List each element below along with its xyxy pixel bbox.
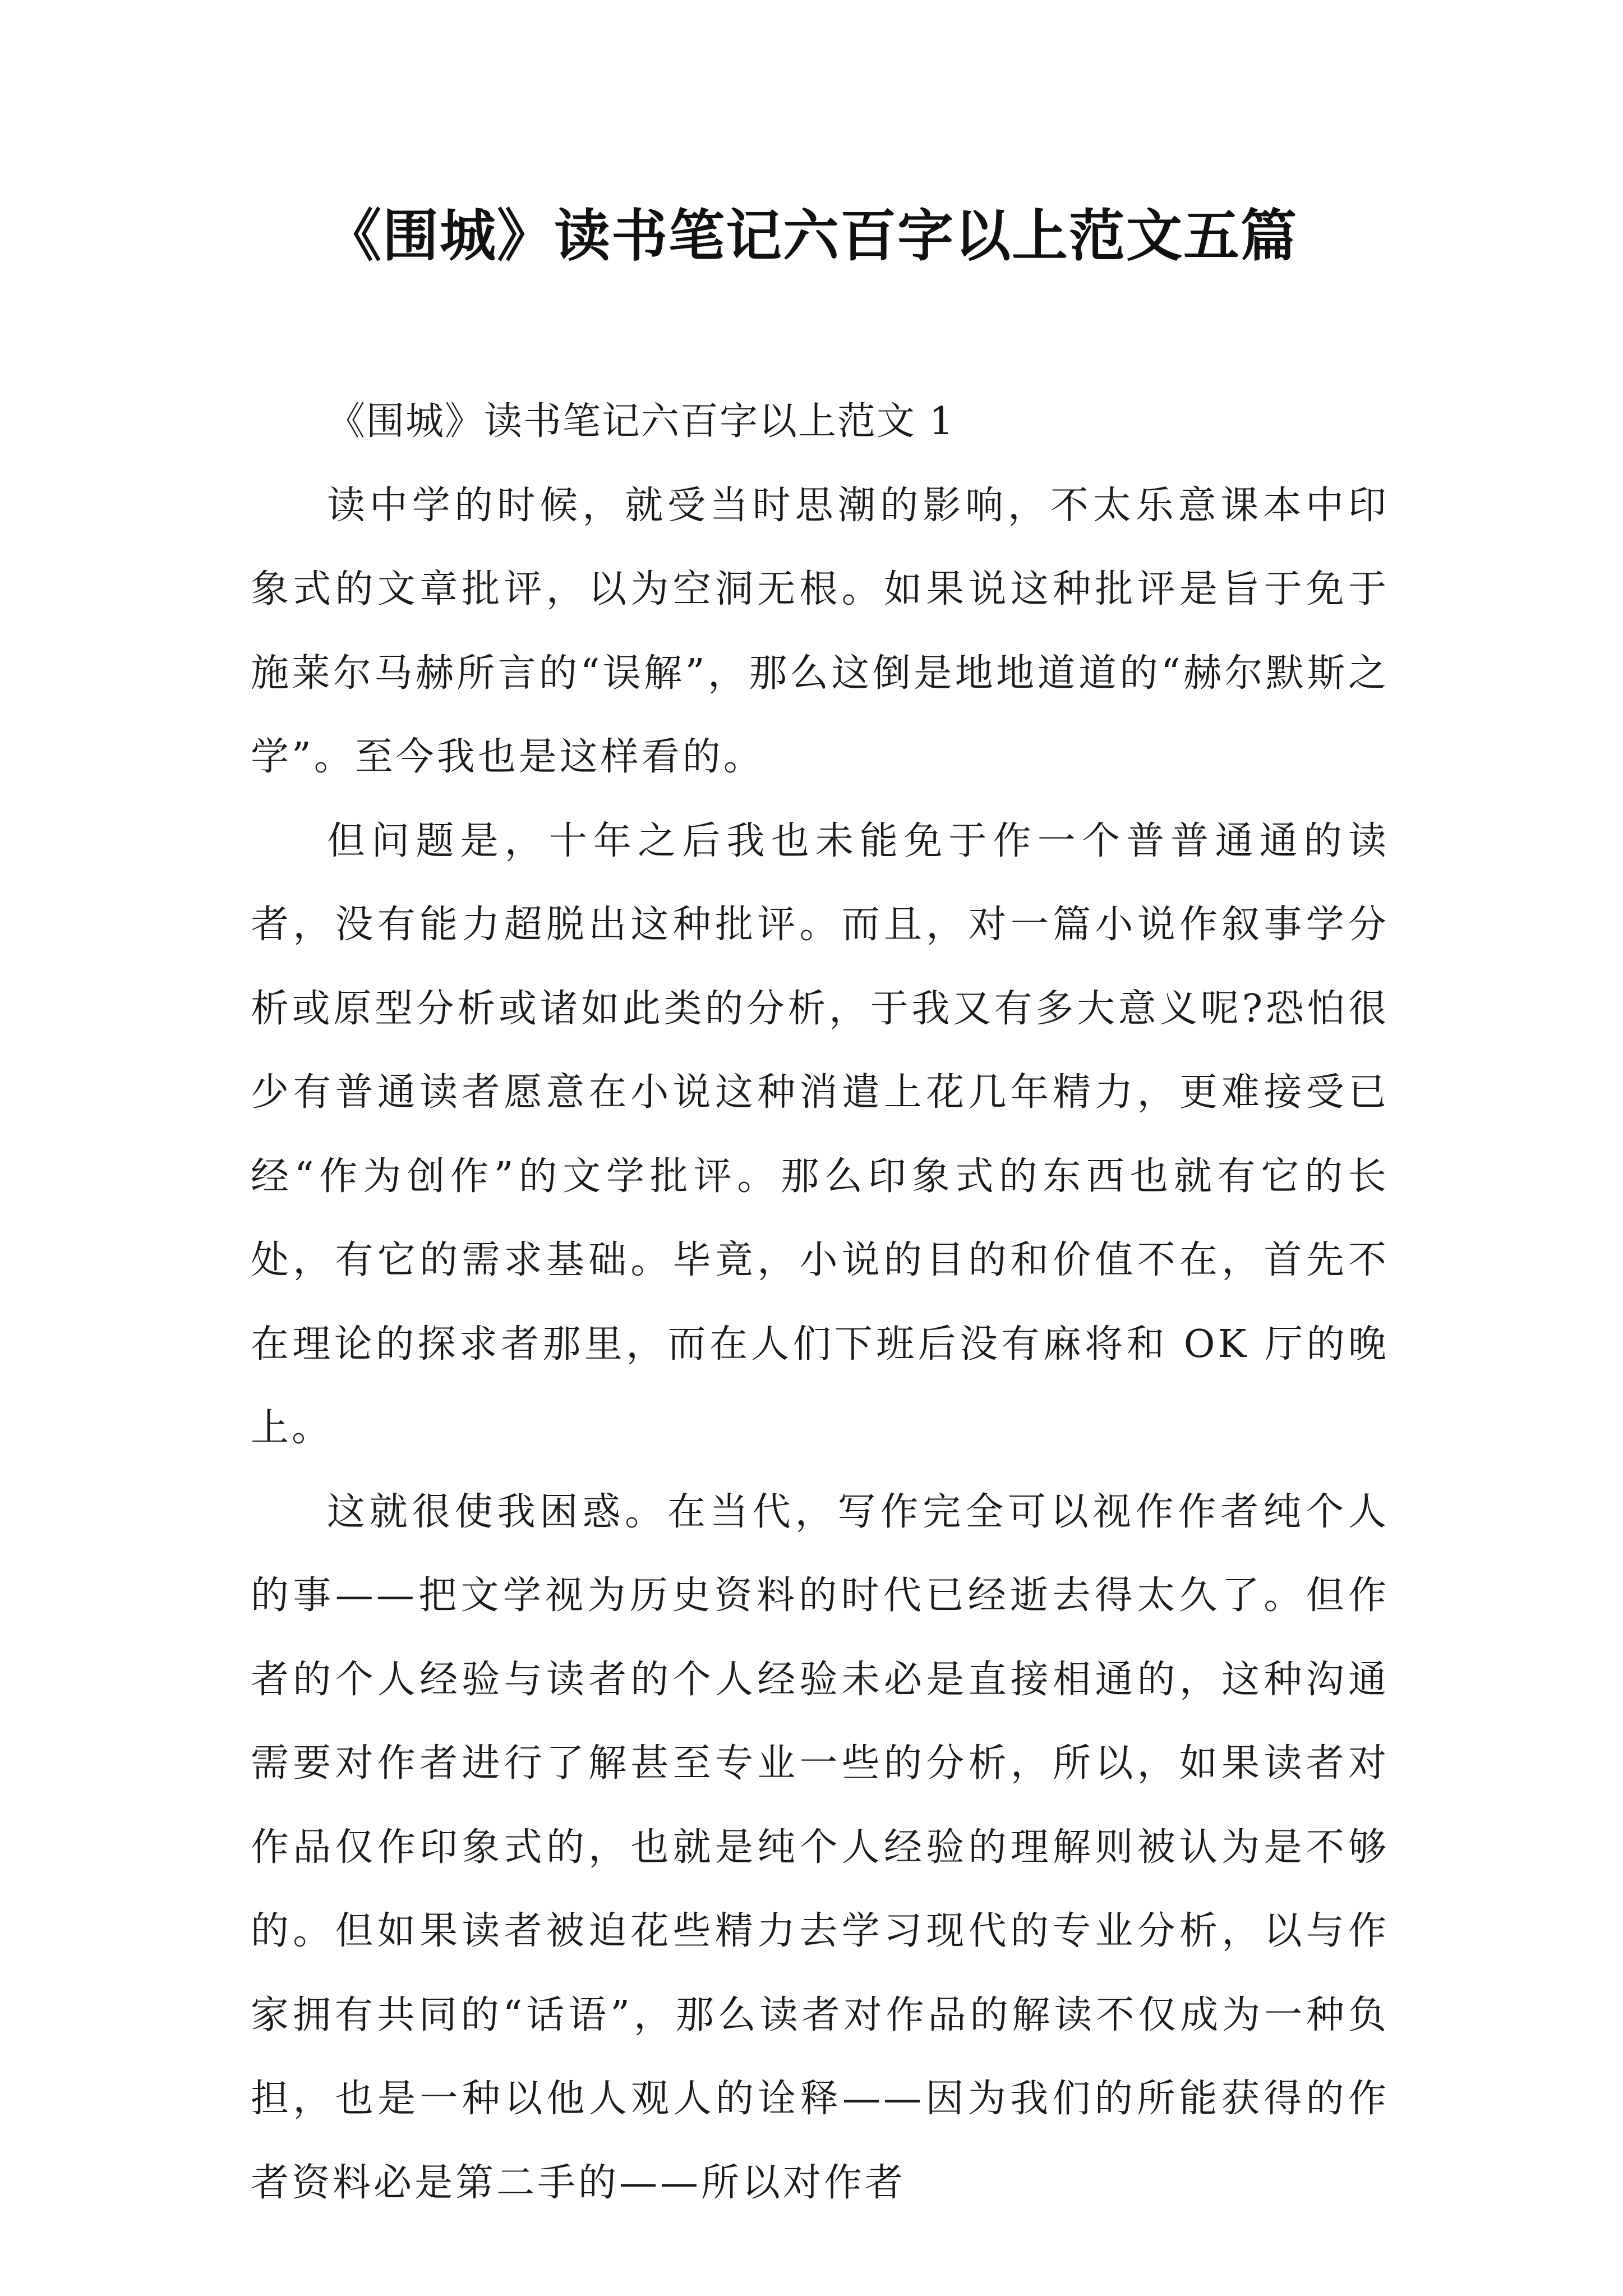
document-body (251, 380, 1389, 2225)
section-heading: 《围城》读书笔记六百字以上范文 1 (327, 399, 955, 444)
body-paragraph: 但问题是，十年之后我也未能免于作一个普普通通的读者，没有能力超脱出这种批评。而且，对一篇小说作叙事学分析或原型分析或诸如此类的分析，于我又有多大意义呢?恐怕很少有普通读者愿意在小说这种消遣上花几年精力，更难接受已经“作为创作”的文学批评。那么印象式的东西也就有它的长处，有它的需求基础。毕竟，小说的目的和价值不在，首先不在理论的探求者那里，而在人们下班后没有麻将和 OK 厅的晚上。 (251, 818, 1389, 1450)
body-paragraph: 这就很使我困惑。在当代，写作完全可以视作作者纯个人的事——把文学视为历史资料的时代已经逝去得太久了。但作者的个人经验与读者的个人经验未必是直接相通的，这种沟通需要对作者进行了解甚至专业一些的分析，所以，如果读者对作品仅作印象式的，也就是纯个人经验的理解则被认为是不够的。但如果读者被迫花些精力去学习现代的专业分析，以与作家拥有共同的“话语”，那么读者对作品的解读不仅成为一种负担，也是一种以他人观人的诠释——因为我们的所能获得的作者资料必是第二手的——所以对作者 (251, 1489, 1389, 2205)
body-paragraph: 读中学的时候，就受当时思潮的影响，不太乐意课本中印象式的文章批评，以为空洞无根。如果说这种批评是旨于免于施莱尔马赫所言的“误解”，那么这倒是地地道道的“赫尔默斯之学”。至今我也是这样看的。 (251, 483, 1389, 779)
document-title: 《围城》读书笔记六百字以上范文五篇 (325, 203, 1298, 269)
